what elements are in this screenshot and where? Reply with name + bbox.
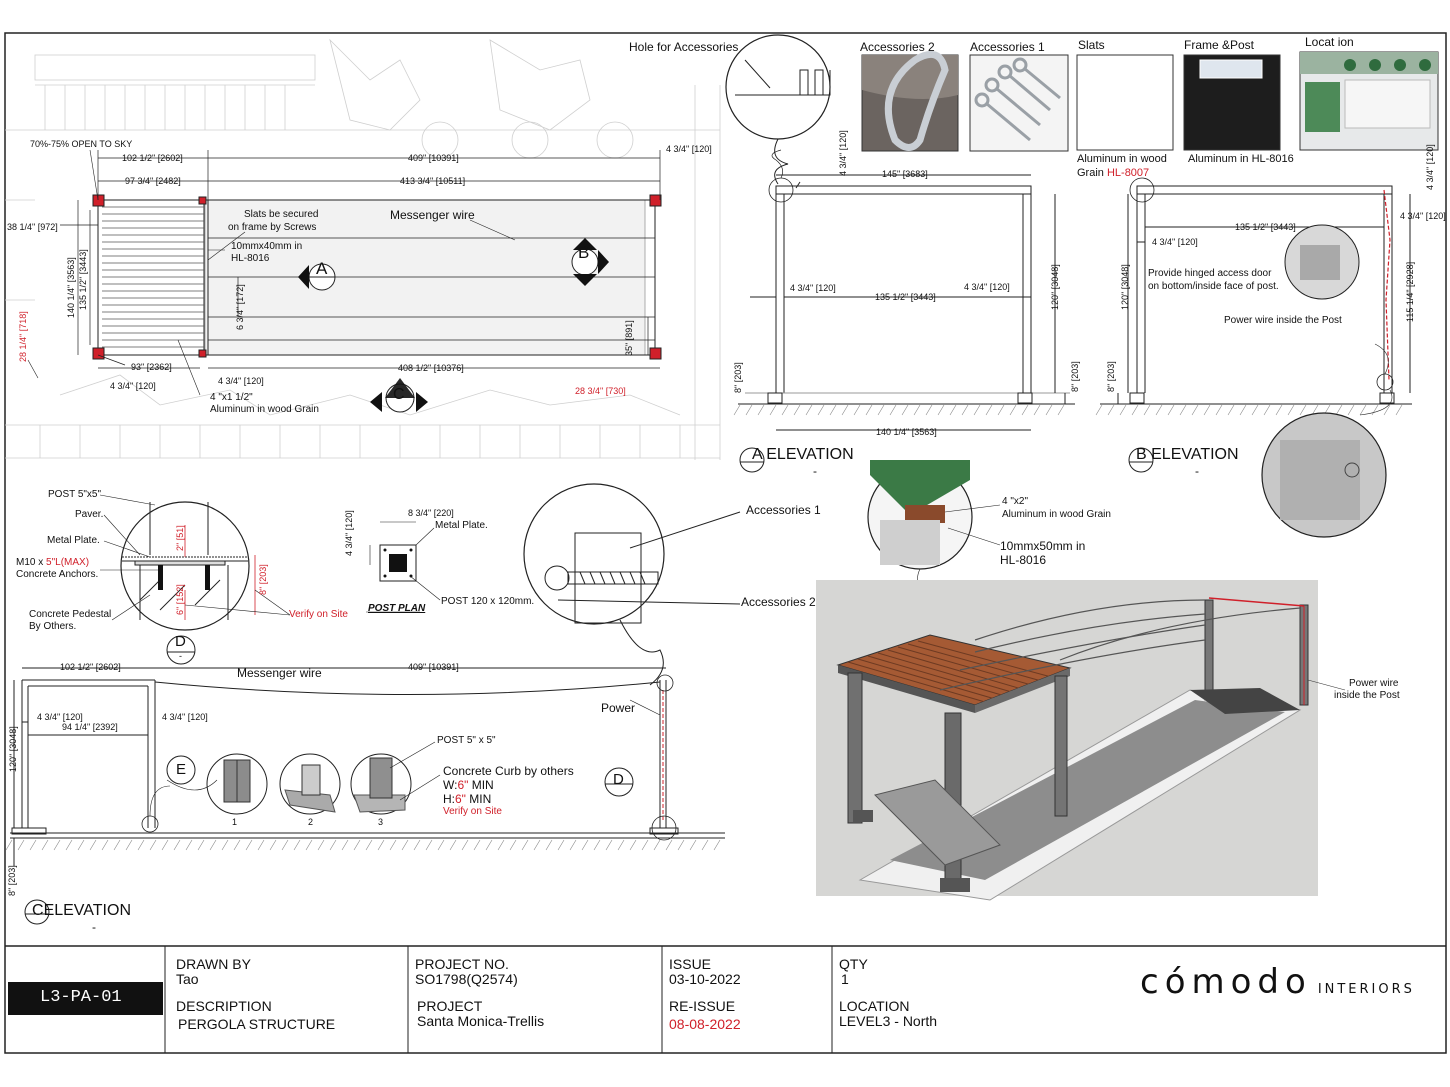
drawn-by-value: Tao — [176, 971, 199, 987]
hole-label: Hole for Accessories — [629, 40, 739, 54]
plan-dim-2: 409" [10391] — [408, 153, 459, 163]
detail-d-anchor-2: Concrete Anchors. — [16, 569, 99, 580]
elev-a-dim-8: 8" [203] — [733, 362, 743, 393]
elev-b-frame — [1100, 186, 1412, 404]
elev-c-curb: Concrete Curb by others — [443, 764, 574, 778]
plan-dim-16: 28 3/4" [730] — [575, 386, 626, 396]
brand-suffix: INTERIORS — [1317, 982, 1415, 997]
plan-dim-7: 140 1/4" [3563] — [66, 257, 76, 318]
elev-c-messenger: Messenger wire — [237, 666, 322, 680]
description-value: PERGOLA STRUCTURE — [178, 1016, 336, 1032]
elev-a-dim-6: 120" [3048] — [1050, 264, 1060, 310]
pergola-3d-render — [816, 580, 1345, 900]
elev-c-h-pre: H: — [443, 792, 455, 806]
plan-dim-1: 102 1/2" [2602] — [122, 153, 183, 163]
accessories-detail-circle — [524, 484, 664, 624]
elev-b-dim-3: 4 3/4" [120] — [1400, 211, 1446, 221]
section-mark-b: B — [578, 243, 590, 262]
elev-c-mark-e: E — [176, 761, 187, 778]
description-label: DESCRIPTION — [176, 998, 272, 1014]
access-door-note-1: Provide hinged access door — [1148, 268, 1272, 279]
elev-a-title — [752, 446, 854, 464]
slats-caption-grain: Grain — [1077, 167, 1107, 179]
base-detail-3 — [351, 754, 411, 814]
base-detail-label-3: 3 — [378, 817, 384, 827]
render-power-2: inside the Post — [1334, 690, 1400, 701]
slats-title: Slats — [1078, 38, 1105, 52]
elev-b-letter: B — [1136, 446, 1147, 463]
plan-dim-12: 93" [2362] — [131, 362, 172, 372]
elev-b-title-text: ELEVATION — [1151, 446, 1239, 463]
post-plan-figure — [366, 522, 440, 612]
post-plan-post: POST 120 x 120mm. — [441, 596, 535, 607]
elev-c-h-red: 6" — [455, 792, 466, 806]
hole-detail-circle — [726, 35, 830, 139]
elev-c-h — [443, 792, 491, 806]
elev-a-dim-1: 145" [3683] — [882, 169, 928, 179]
detail-d-paver: Paver. — [75, 509, 104, 520]
plan-dim-15: 408 1/2" [10376] — [398, 363, 464, 373]
detail-d-pedestal-1: Concrete Pedestal — [29, 609, 112, 620]
elev-c-dim-4: 94 1/4" [2392] — [62, 722, 118, 732]
slats-note-2: on frame by Screws — [228, 222, 317, 233]
elev-a-dim-7: 8" [203] — [1070, 361, 1080, 392]
plan-dim-13: 4 3/4" [120] — [110, 381, 156, 391]
wood-detail-4: HL-8016 — [1000, 553, 1047, 567]
project-label: PROJECT — [417, 998, 483, 1014]
elev-c-post: POST 5" x 5" — [437, 735, 496, 746]
brand-name: cómodo — [1140, 962, 1312, 1002]
project-value: Santa Monica-Trellis — [417, 1013, 545, 1029]
plan-dim-3: 4 3/4" [120] — [666, 144, 712, 154]
post-plan-dim-2: 4 3/4" [120] — [344, 510, 354, 556]
plan-dim-14: 4 3/4" [120] — [218, 376, 264, 386]
render-power-1: Power wire — [1349, 678, 1399, 689]
plan-dim-9: 6 3/4" [172] — [235, 284, 245, 330]
wood-detail-1: 4 "x2" — [1002, 496, 1029, 507]
plan-alu-2: Aluminum in wood Grain — [210, 404, 319, 415]
location-value: LEVEL3 - North — [839, 1013, 938, 1029]
elev-c-h-post: MIN — [465, 792, 492, 806]
post-plan-dim-1: 8 3/4" [220] — [408, 508, 454, 518]
elev-c-title-text: ELEVATION — [43, 902, 131, 919]
wood-detail-2: Aluminum in wood Grain — [1002, 509, 1111, 520]
elev-c-dim-3: 4 3/4" [120] — [37, 712, 83, 722]
frame-caption: Aluminum in HL-8016 — [1188, 153, 1294, 165]
detail-d-anchor-red: 5"L(MAX) — [46, 557, 90, 568]
elev-c-dim-5: 4 3/4" [120] — [162, 712, 208, 722]
plan-alu-1: 4 "x1 1/2" — [210, 392, 253, 403]
location-label: LOCATION — [839, 998, 910, 1014]
plan-dim-11: 28 1/4" [718] — [18, 311, 28, 362]
qty-label: QTY — [839, 956, 868, 972]
frame-title: Frame &Post — [1184, 38, 1255, 52]
elev-c-w-pre: W: — [443, 778, 458, 792]
slats-caption: Aluminum in wood — [1077, 153, 1167, 165]
elev-a-letter: A — [752, 446, 762, 463]
wood-detail-3: 10mmx50mm in — [1000, 539, 1086, 553]
elev-c-verify: Verify on Site — [443, 806, 502, 817]
elev-c-sub: - — [92, 920, 96, 934]
drawn-by-label: DRAWN BY — [176, 956, 251, 972]
slats-swatch — [1077, 55, 1173, 150]
elev-c-w-red: 6" — [457, 778, 469, 792]
elev-a-dim-4: 135 1/2" [3443] — [875, 292, 936, 302]
detail-acc-1: Accessories 1 — [746, 503, 821, 517]
base-detail-label-2: 2 — [308, 817, 314, 827]
issue-value: 03-10-2022 — [669, 971, 741, 987]
reissue-value: 08-08-2022 — [669, 1016, 741, 1032]
accessories-2-photo — [862, 54, 958, 151]
elev-c-mark-d: D — [613, 771, 624, 788]
elev-c-dim-2: 409" [10391] — [408, 662, 459, 672]
post-plan-title: POST PLAN — [368, 603, 426, 614]
elev-b-title — [1136, 446, 1239, 464]
detail-d-verify: Verify on Site — [289, 609, 348, 620]
plan-dim-6: 38 1/4" [972] — [7, 222, 58, 232]
detail-d-pedestal-2: By Others. — [29, 621, 77, 632]
section-mark-a: A — [316, 259, 328, 278]
elev-a-dim-2: 4 3/4" [120] — [838, 130, 848, 176]
plan-messenger-label: Messenger wire — [390, 208, 475, 222]
elev-a-dim-3: 4 3/4" [120] — [790, 283, 836, 293]
post-plan-plate: Metal Plate. — [435, 520, 488, 531]
open-sky-note: 70%-75% OPEN TO SKY — [30, 139, 133, 149]
elev-b-dim-7: 8" [203] — [1106, 361, 1116, 392]
elev-c-w — [443, 778, 494, 792]
elev-c-letter: C — [32, 902, 44, 919]
reissue-label: RE-ISSUE — [669, 998, 736, 1014]
elev-b-dim-6: 115 1/4" [2928] — [1405, 261, 1415, 322]
slats-note-1: Slats be secured — [244, 209, 319, 220]
elev-c-dim-7: 8" [203] — [7, 865, 17, 896]
location-title: Locat ion — [1305, 35, 1354, 49]
elev-a-dim-9: 140 1/4" [3563] — [876, 427, 937, 437]
location-map — [1300, 52, 1438, 150]
plan-dim-10: 35" [891] — [624, 320, 634, 356]
elev-c-dim-6: 120" [3048] — [8, 726, 18, 772]
detail-acc-2: Accessories 2 — [741, 595, 816, 609]
elev-a-sub: - — [813, 464, 817, 478]
elev-a-frame — [738, 175, 1075, 430]
plan-slats — [102, 207, 204, 347]
slats-caption-2 — [1077, 167, 1149, 179]
base-detail-2 — [280, 754, 340, 814]
plan-dim-5: 413 3/4" [10511] — [400, 176, 466, 186]
detail-d-plate: Metal Plate. — [47, 535, 100, 546]
elev-c-dim-1: 102 1/2" [2602] — [60, 662, 121, 672]
detail-d-anchor-1 — [16, 557, 89, 568]
elev-c-power: Power — [601, 701, 636, 715]
plan-mat-1: 10mmx40mm in — [231, 241, 303, 252]
elev-c-title — [32, 902, 131, 920]
acc2-title: Accessories 2 — [860, 40, 935, 54]
elev-a-title-text: ELEVATION — [766, 446, 854, 463]
plan-mat-2: HL-8016 — [231, 253, 270, 264]
elev-a-ground-hatch — [734, 405, 1064, 415]
slats-code: HL-8007 — [1106, 167, 1150, 179]
detail-d-dim-1: 2" [51] — [175, 525, 185, 551]
detail-d-post: POST 5"x5" — [48, 489, 102, 500]
detail-d-dim-3: 8" [203] — [258, 564, 268, 595]
project-no-label: PROJECT NO. — [415, 956, 509, 972]
elev-b-dim-2: 4 3/4" [120] — [1152, 237, 1198, 247]
elev-c-w-post: MIN — [468, 778, 494, 792]
detail-d-sub: - — [179, 651, 182, 661]
accessories-1-photo — [970, 55, 1068, 151]
elev-b-sub: - — [1195, 464, 1199, 478]
project-no-value: SO1798(Q2574) — [415, 971, 518, 987]
plan-dim-4: 97 3/4" [2482] — [125, 176, 181, 186]
acc1-title: Accessories 1 — [970, 40, 1045, 54]
elev-a-dim-5: 4 3/4" [120] — [964, 282, 1010, 292]
detail-d-mark: D — [175, 633, 186, 650]
detail-d-dim-2: 6" [152] — [175, 584, 185, 615]
elev-b-dim-5: 120" [3048] — [1120, 264, 1130, 310]
frame-post-swatch — [1184, 55, 1280, 150]
access-door-note-2: on bottom/inside face of post. — [1148, 281, 1279, 292]
base-detail-1 — [207, 754, 267, 814]
plan-dim-8: 135 1/2" [3443] — [78, 249, 88, 310]
elev-b-dim-4: 4 3/4" [120] — [1425, 144, 1435, 190]
qty-value: 1 — [841, 971, 849, 987]
elev-b-dim-1: 135 1/2" [3443] — [1235, 222, 1296, 232]
base-detail-label-1: 1 — [232, 817, 238, 827]
elev-b-power: Power wire inside the Post — [1224, 315, 1342, 326]
section-mark-c: C — [393, 386, 405, 403]
issue-label: ISSUE — [669, 956, 712, 972]
detail-d-anchor-prefix: M10 x — [16, 557, 47, 568]
brand-logo — [1140, 962, 1415, 1002]
sheet-code: L3-PA-01 — [40, 988, 122, 1007]
